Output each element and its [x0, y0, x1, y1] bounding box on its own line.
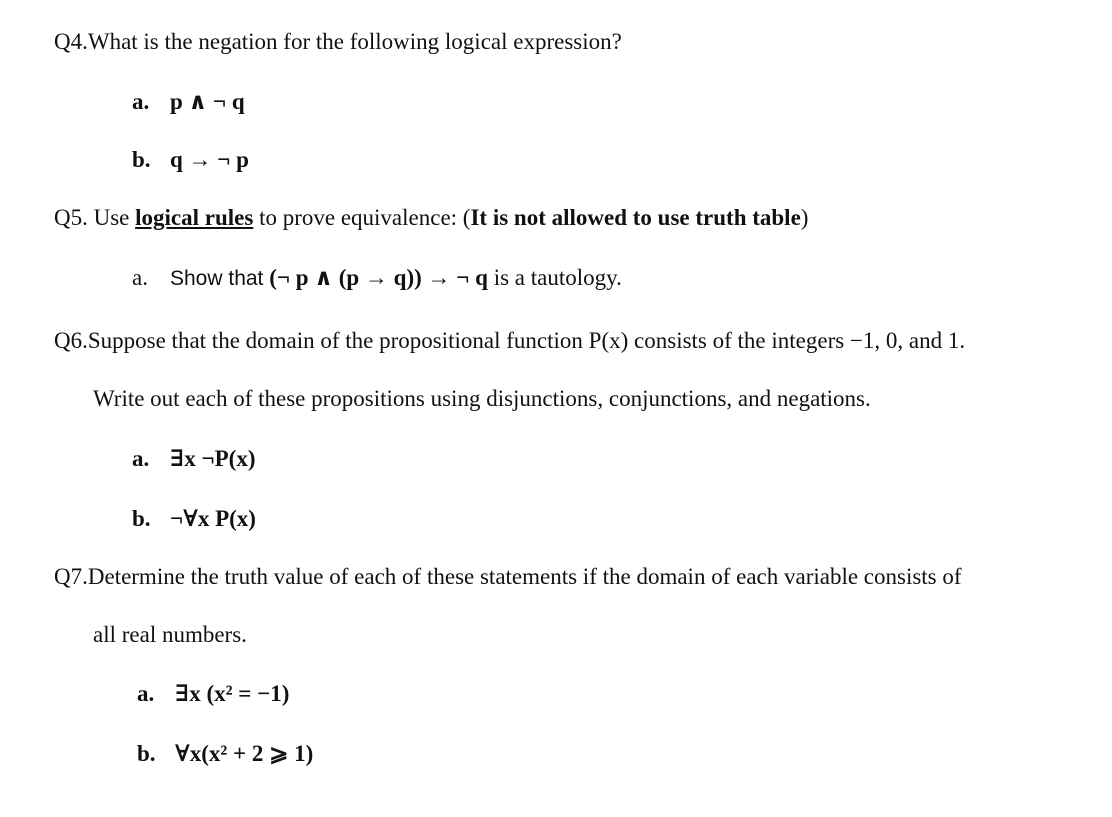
- q6-option-a: [132, 444, 255, 474]
- q5-option-a-show: Show that: [170, 267, 270, 290]
- q5-note: It is not allowed to use truth table: [470, 205, 801, 230]
- q6-option-b-label: b.: [132, 506, 151, 531]
- q4-option-b-label: b.: [132, 147, 151, 172]
- q5-question: [54, 203, 808, 233]
- q4-option-a-expression: p ∧ ¬ q: [170, 89, 245, 114]
- q4-option-a-label: a.: [132, 89, 150, 114]
- q4-option-b-expression: q → ¬ p: [170, 147, 249, 172]
- q7-question-line2: all real numbers.: [93, 622, 247, 647]
- q5-logical-rules: logical rules: [135, 205, 254, 230]
- q7-option-a-label: a.: [137, 681, 155, 706]
- q5-middle: to prove equivalence: (: [253, 205, 471, 230]
- q7-question-line1: Q7.Determine the truth value of each of these statements if the domain of each variable consists of: [54, 564, 962, 589]
- q6-option-b: [132, 504, 256, 534]
- q5-option-a-label: a.: [132, 265, 148, 290]
- q7-option-b-label: b.: [137, 741, 156, 766]
- q6-question-line1: Q6.Suppose that the domain of the propositional function P(x) consists of the integers −1, 0, and 1.: [54, 328, 966, 353]
- q6-question-line2: Write out each of these propositions using disjunctions, conjunctions, and negations.: [93, 386, 871, 411]
- q6-option-b-expression: ¬∀x P(x): [170, 506, 256, 531]
- q4-option-a: [132, 87, 245, 117]
- q4-question: Q4.What is the negation for the following logical expression?: [54, 29, 622, 54]
- q5-option-a-rest: is a tautology.: [487, 265, 622, 290]
- q7-option-b: [137, 739, 313, 769]
- q7-option-a-expression: ∃x (x² = −1): [175, 681, 290, 706]
- q5-prefix: Q5. Use: [54, 205, 136, 230]
- q4-option-b: [132, 145, 249, 175]
- q6-option-a-expression: ∃x ¬P(x): [170, 446, 256, 471]
- q7-option-a: [137, 679, 289, 709]
- q6-option-a-label: a.: [132, 446, 150, 471]
- q7-option-b-expression: ∀x(x² + 2 ⩾ 1): [175, 741, 314, 766]
- q5-suffix: ): [800, 205, 809, 230]
- q5-option-a-expression: (¬ p ∧ (p → q)) → ¬ q: [269, 265, 488, 290]
- q5-option-a: [132, 263, 622, 294]
